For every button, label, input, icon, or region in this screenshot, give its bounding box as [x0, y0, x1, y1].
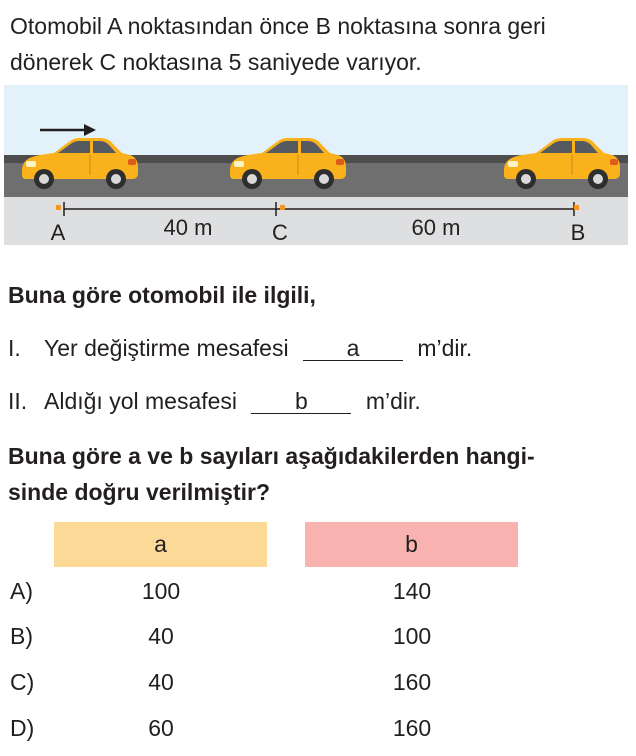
option-d-row[interactable] [0, 714, 636, 742]
marker-b [574, 205, 579, 210]
column-header-a: a [54, 522, 267, 567]
question-ask [8, 438, 535, 510]
option-value-a: 100 [141, 578, 181, 604]
question-lead: Buna göre otomobil ile ilgili, [8, 282, 316, 308]
distance-cb-label: 60 m [411, 215, 461, 240]
option-value-a: 60 [148, 715, 174, 741]
option-value-b: 100 [392, 623, 432, 649]
statement-2-text: Aldığı yol mesafesi [44, 388, 238, 414]
option-value-a: 40 [148, 669, 174, 695]
statement-2-suffix: m’dir. [365, 388, 421, 414]
question-intro [10, 8, 630, 80]
marker-c [280, 205, 285, 210]
motion-scene [4, 85, 628, 245]
statement-1-suffix: m’dir. [417, 335, 473, 361]
option-label: C) [10, 669, 35, 695]
ask-line-1: Buna göre a ve b sayıları aşağıdakilerden hangi- [8, 443, 535, 469]
point-a-label: A [50, 220, 66, 245]
option-value-b: 160 [392, 669, 432, 695]
option-a-row[interactable] [0, 577, 636, 605]
distance-ac-label: 40 m [163, 215, 213, 240]
marker-a [56, 205, 61, 210]
statement-2-number: II. [8, 388, 28, 414]
option-label: D) [10, 715, 35, 741]
intro-line-2: dönerek C noktasına 5 saniyede varıyor. [10, 49, 422, 75]
option-value-a: 40 [148, 623, 174, 649]
option-value-b: 140 [392, 578, 432, 604]
option-b-row[interactable] [0, 622, 636, 650]
point-b-label: B [570, 220, 586, 245]
option-label: A) [10, 578, 33, 604]
blank-b: b [251, 389, 351, 414]
column-header-b: b [305, 522, 518, 567]
point-c-label: C [272, 220, 288, 245]
statement-1 [8, 335, 472, 362]
statement-1-number: I. [8, 335, 21, 361]
blank-a: a [303, 336, 403, 361]
statement-2 [8, 388, 421, 415]
option-c-row[interactable] [0, 668, 636, 696]
option-value-b: 160 [392, 715, 432, 741]
ruler-band [4, 197, 628, 245]
statement-1-text: Yer değiştirme mesafesi [44, 335, 289, 361]
option-label: B) [10, 623, 33, 649]
intro-line-1: Otomobil A noktasından önce B noktasına sonra geri [10, 13, 546, 39]
ask-line-2: sinde doğru verilmiştir? [8, 479, 270, 505]
